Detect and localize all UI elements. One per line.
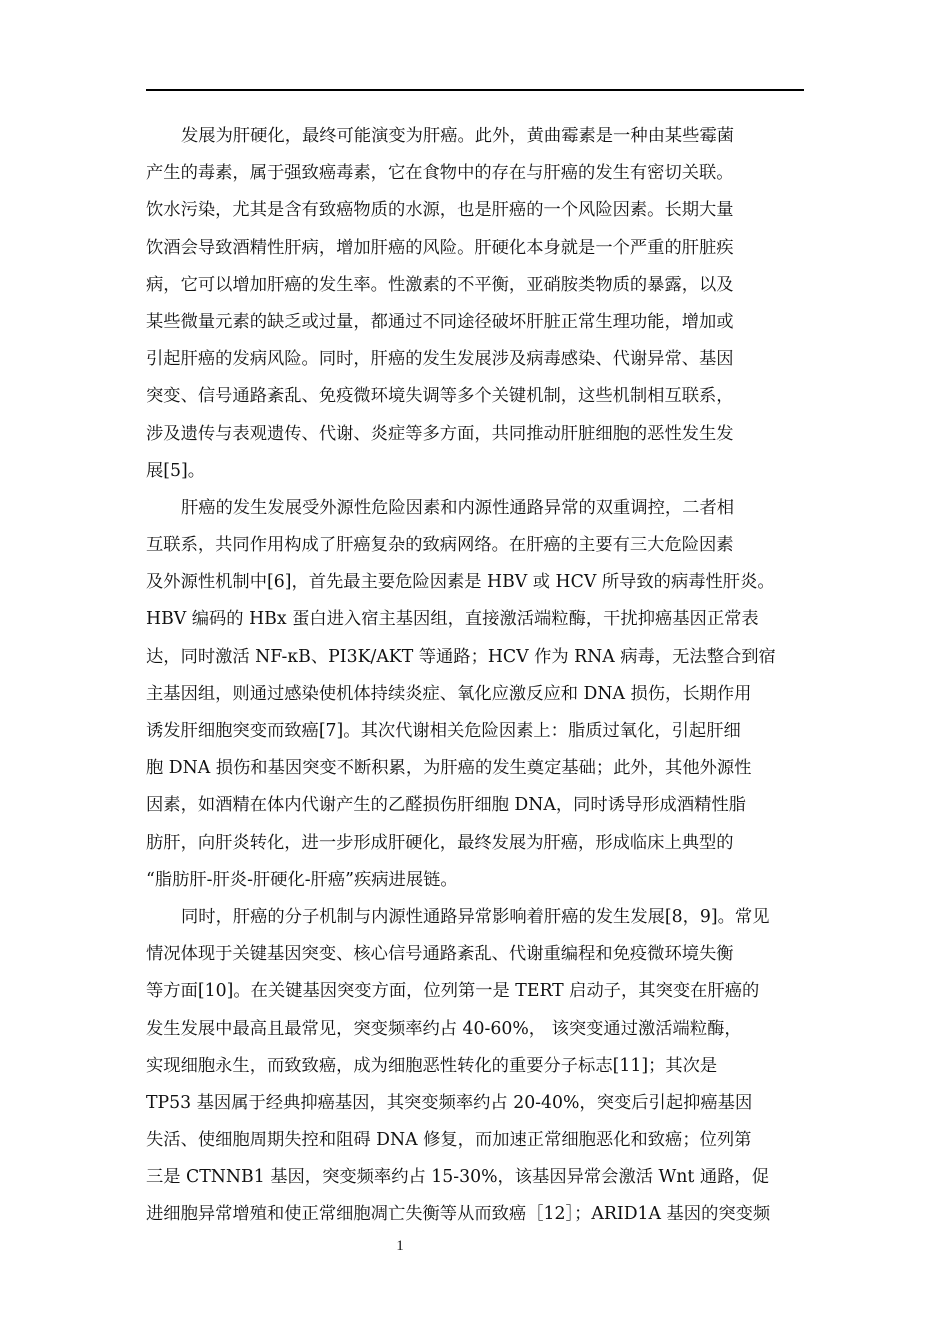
page-number: 1: [396, 1238, 404, 1254]
text-line: 发展为肝硬化，最终可能演变为肝癌。此外，黄曲霉素是一种由某些霉菌: [181, 126, 735, 146]
text-line: 实现细胞永生，而致致癌，成为细胞恶性转化的重要分子标志[11]；其次是: [146, 1055, 718, 1076]
text-line: 产生的毒素，属于强致癌毒素，它在食物中的存在与肝癌的发生有密切关联。: [146, 163, 734, 184]
text-line: 及外源性机制中[6]，首先最主要危险因素是 HBV 或 HCV 所导致的病毒性肝炎。: [146, 572, 775, 593]
text-line: 因素，如酒精在体内代谢产生的乙醛损伤肝细胞 DNA，同时诱导形成酒精性脂: [146, 795, 746, 816]
text-line: 诱发肝细胞突变而致癌[7]。其次代谢相关危险因素上：脂质过氧化，引起肝细: [146, 721, 741, 741]
text-line: 失活、使细胞周期失控和阻碍 DNA 修复，而加速正常细胞恶化和致癌；位列第: [146, 1130, 752, 1151]
paragraph-1: [146, 118, 816, 490]
paragraph-2: [146, 490, 816, 899]
text-line: 胞 DNA 损伤和基因突变不断积累，为肝癌的发生奠定基础；此外，其他外源性: [146, 758, 752, 779]
text-line: 情况体现于关键基因突变、核心信号通路紊乱、代谢重编程和免疫微环境失衡: [146, 944, 734, 965]
text-line: 主基因组，则通过感染使机体持续炎症、氧化应激反应和 DNA 损伤，长期作用: [146, 683, 752, 704]
text-line: 病，它可以增加肝癌的发生率。性激素的不平衡，亚硝胺类物质的暴露，以及: [146, 274, 734, 295]
text-line: 发生发展中最高且最常见，突变频率约占 40-60%， 该突变通过激活端粒酶，: [146, 1018, 742, 1039]
text-line: 饮水污染，尤其是含有致癌物质的水源，也是肝癌的一个风险因素。长期大量: [146, 200, 734, 221]
text-line: 肝癌的发生发展受外源性危险因素和内源性通路异常的双重调控，二者相: [181, 497, 735, 518]
text-line: 肪肝，向肝炎转化，进一步形成肝硬化，最终发展为肝癌，形成临床上典型的: [146, 832, 734, 853]
text-line: 突变、信号通路紊乱、免疫微环境失调等多个关键机制，这些机制相互联系，: [146, 386, 734, 407]
text-line: 展[5]。: [146, 460, 206, 481]
text-line: HBV 编码的 HBx 蛋白进入宿主基因组，直接激活端粒酶，干扰抑癌基因正常表: [146, 609, 759, 630]
text-line: TP53 基因属于经典抑癌基因，其突变频率约占 20-40%，突变后引起抑癌基因: [146, 1092, 753, 1113]
text-line: 进细胞异常增殖和使正常细胞凋亡失衡等从而致癌［12］；ARID1A 基因的突变频: [146, 1204, 771, 1225]
document-body: [146, 118, 816, 1234]
text-line: 涉及遗传与表观遗传、代谢、炎症等多方面，共同推动肝脏细胞的恶性发生发: [146, 423, 734, 444]
text-line: 等方面[10]。在关键基因突变方面，位列第一是 TERT 启动子，其突变在肝癌的: [146, 981, 760, 1002]
text-line: “脂肪肝-肝炎-肝硬化-肝癌”疾病进展链。: [146, 869, 458, 890]
text-line: 同时，肝癌的分子机制与内源性通路异常影响着肝癌的发生发展[8，9]。常见: [181, 906, 770, 927]
text-line: 互联系，共同作用构成了肝癌复杂的致病网络。在肝癌的主要有三大危险因素: [146, 535, 734, 556]
paragraph-3: [146, 899, 816, 1234]
text-line: 饮酒会导致酒精性肝病，增加肝癌的风险。肝硬化本身就是一个严重的肝脏疾: [146, 237, 734, 258]
text-line: 引起肝癌的发病风险。同时，肝癌的发生发展涉及病毒感染、代谢异常、基因: [146, 349, 734, 370]
text-line: 三是 CTNNB1 基因，突变频率约占 15-30%，该基因异常会激活 Wnt 通路，促: [146, 1167, 769, 1188]
text-line: 达，同时激活 NF-κB、PI3K/AKT 等通路；HCV 作为 RNA 病毒，无法整合到宿: [146, 646, 776, 667]
text-line: 某些微量元素的缺乏或过量，都通过不同途径破坏肝脏正常生理功能，增加或: [146, 311, 734, 332]
header-rule: [146, 89, 804, 91]
